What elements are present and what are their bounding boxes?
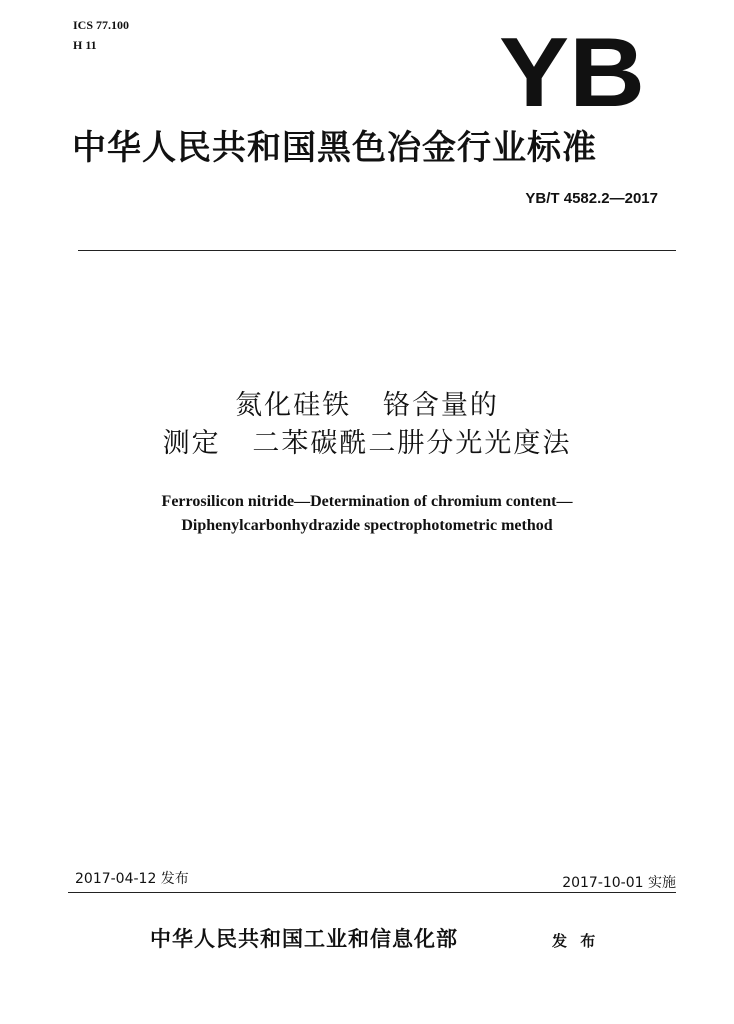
- publisher-name: 中华人民共和国工业和信息化部: [150, 926, 458, 951]
- yb-logo-graphic: [497, 30, 647, 110]
- yb-logo: [497, 30, 647, 110]
- standard-number: YB/T 4582.2—2017: [525, 190, 658, 207]
- chinese-title-line-2: 测定 二苯碳酰二肼分光光度法: [162, 428, 572, 459]
- english-title-line-1: Ferrosilicon nitride—Determination of chromium content—: [161, 493, 573, 510]
- organization-title: 中华人民共和国黑色冶金行业标准: [72, 128, 597, 168]
- issue-date: 2017-04-12 发布: [75, 871, 189, 887]
- implementation-date: 2017-10-01 实施: [562, 875, 676, 891]
- ics-code: ICS 77.100: [73, 18, 130, 32]
- yb-logo-text: YB: [499, 30, 645, 110]
- ccs-code: H 11: [73, 38, 97, 52]
- footer-divider: [68, 892, 676, 893]
- english-title-line-2: Diphenylcarbonhydrazide spectrophotometric method: [181, 517, 553, 534]
- chinese-title-line-1: 氮化硅铁 铬含量的: [235, 390, 499, 421]
- header-divider: [78, 250, 676, 251]
- publish-label: 发 布: [552, 932, 600, 950]
